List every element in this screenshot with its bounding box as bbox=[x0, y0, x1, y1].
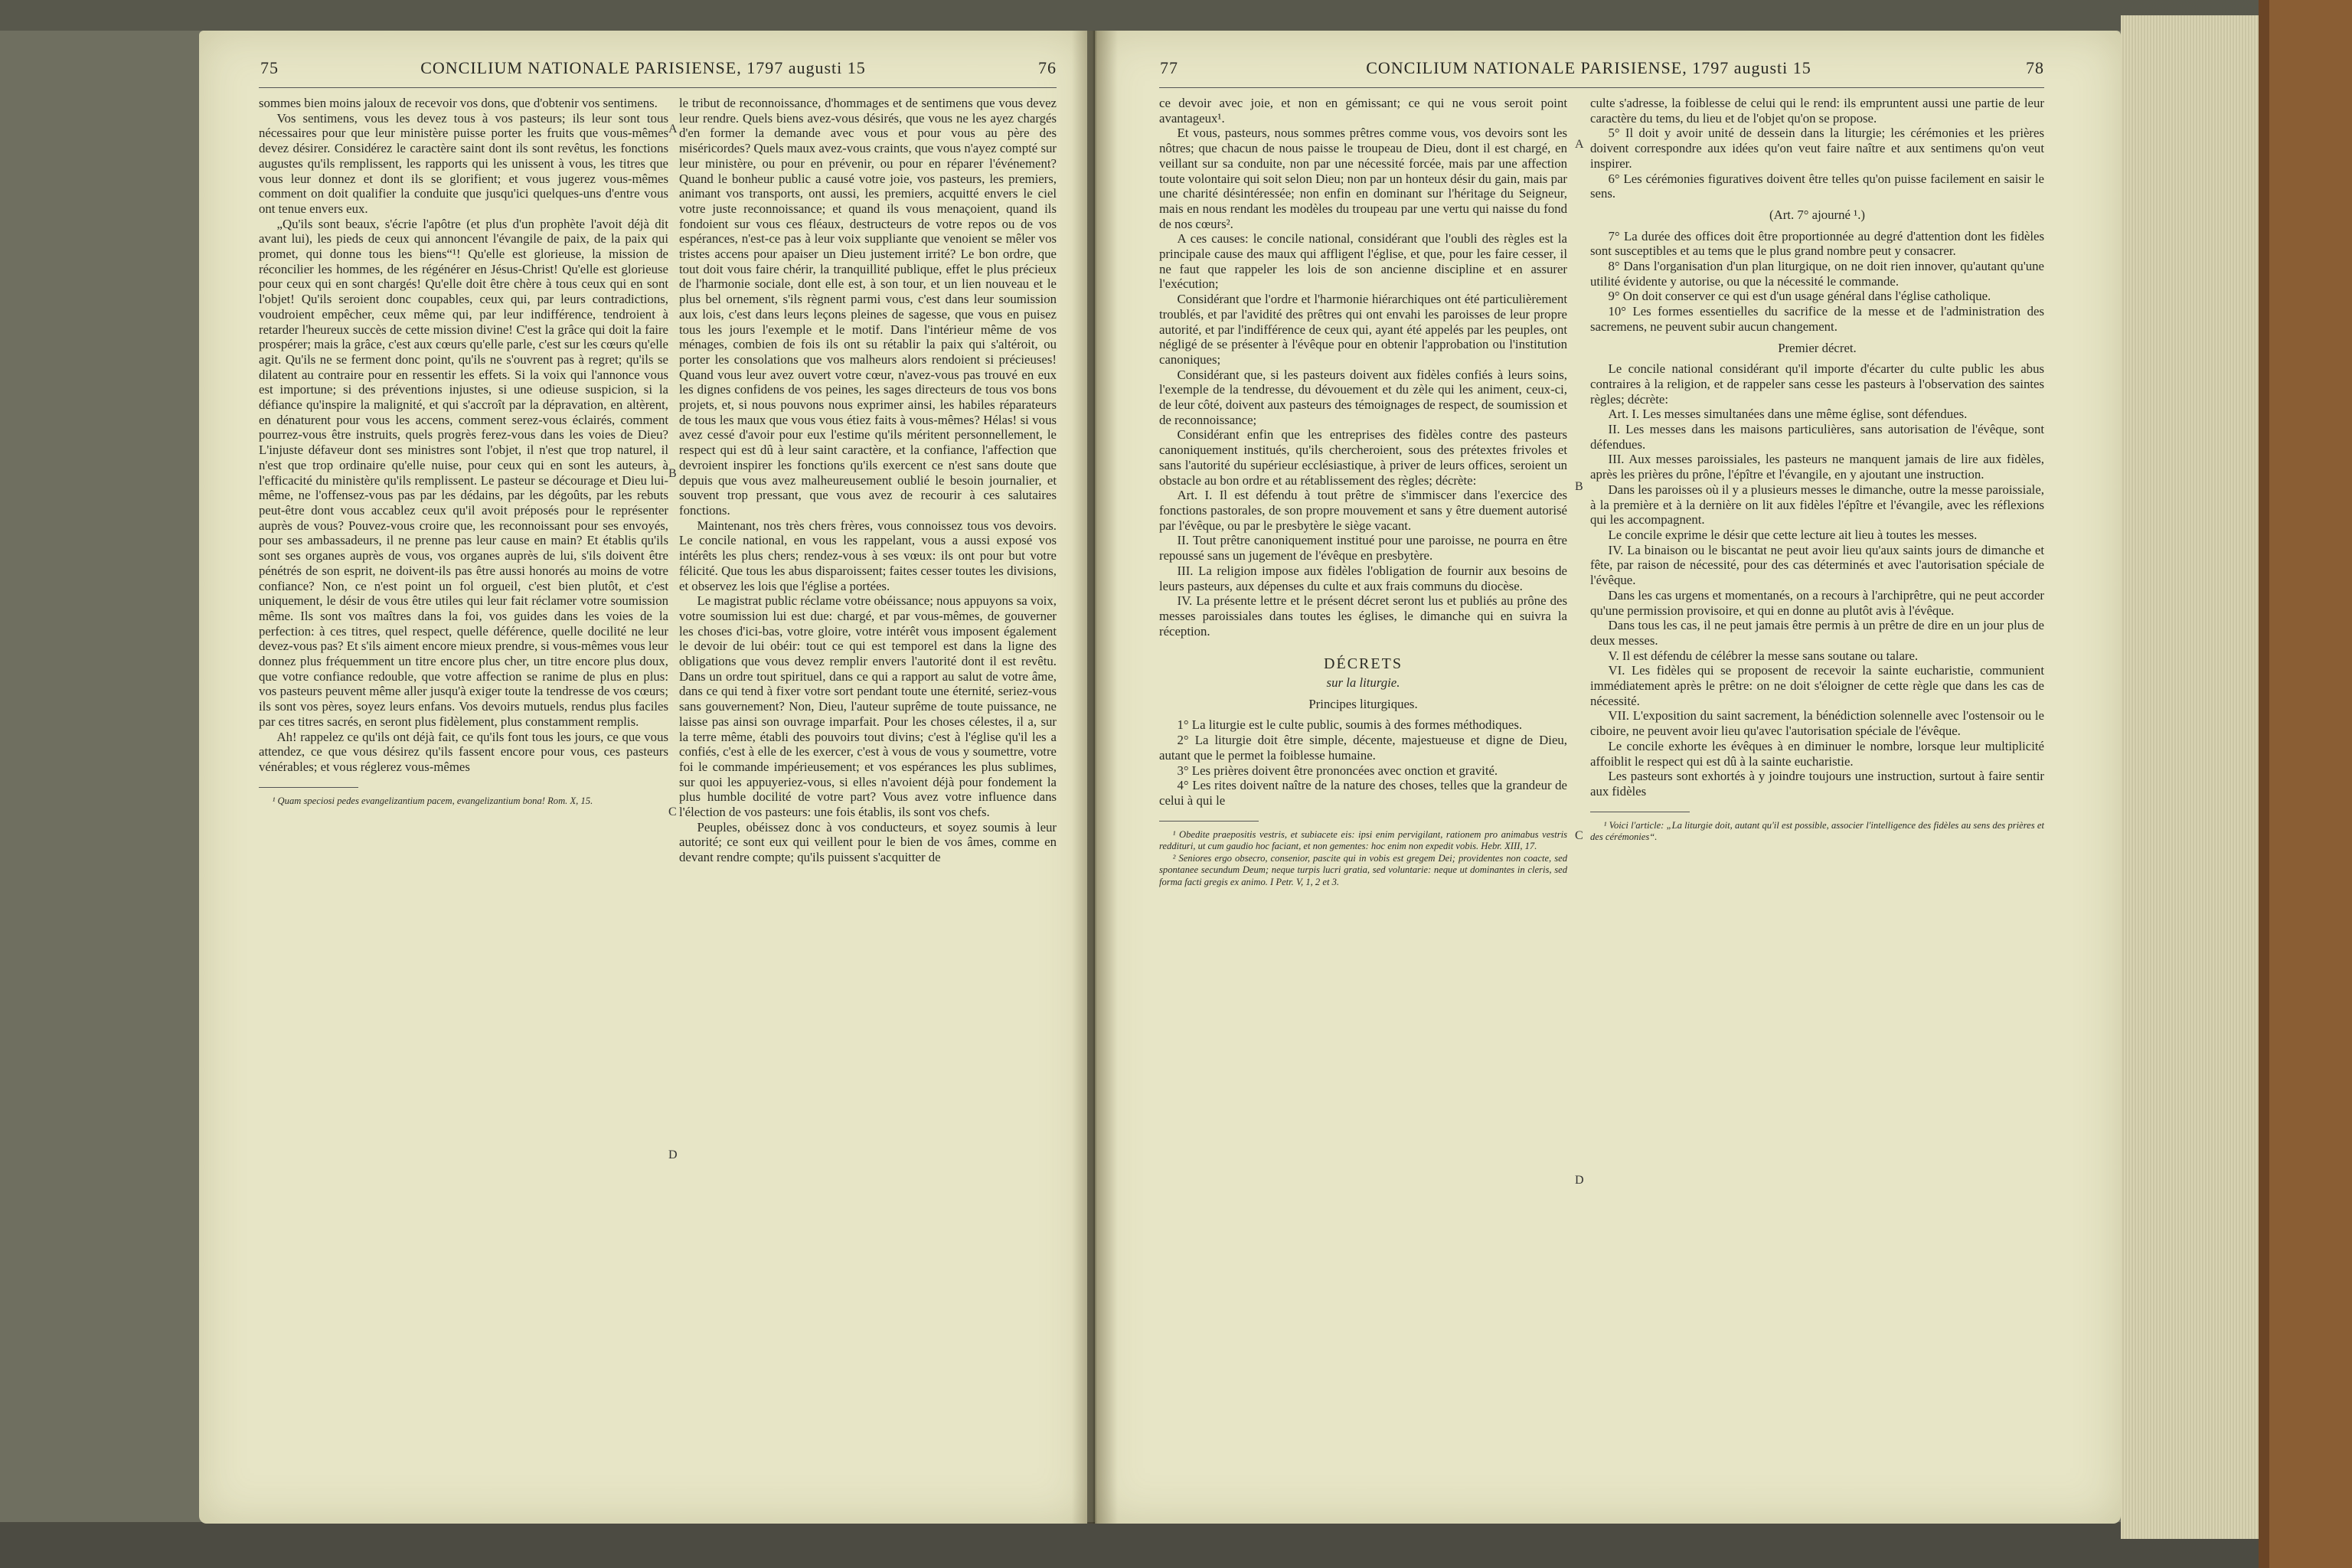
footnote-rule bbox=[259, 787, 358, 788]
subsection-title: Premier décret. bbox=[1778, 340, 1857, 355]
margin-marker: D bbox=[1575, 1174, 1584, 1187]
paragraph: Les pasteurs sont exhortés à y joindre toujours une instruction, surtout à faire sentir aux fidèles bbox=[1590, 769, 2044, 799]
background-top bbox=[0, 0, 2352, 31]
paragraph: 10° Les formes essentielles du sacrifice de la messe et de l'administration des sacremens, ne peuvent subir aucun changement. bbox=[1590, 304, 2044, 334]
paragraph: 1° La liturgie est le culte public, soumis à des formes méthodiques. bbox=[1177, 717, 1523, 733]
book-cover bbox=[2259, 0, 2352, 1568]
section-heading: DÉCRETS bbox=[1324, 655, 1403, 673]
paragraph: Art. I. Les messes simultanées dans une même église, sont défendues. bbox=[1608, 407, 1968, 422]
footnote-rule bbox=[1159, 821, 1259, 822]
page-number: 76 bbox=[1038, 58, 1057, 77]
footnote: ¹ Quam speciosi pedes evangelizantium pacem, evangelizantium bona! Rom. X, 15. bbox=[272, 795, 593, 806]
paragraph: A ces causes: le concile national, considérant que l'oubli des règles est la principale cause des maux qui affligent l'église, et que, pour les faire cesser, il ne faut que rappeler les lois de son ancienne discipline et en assurer l'exécution; bbox=[1159, 231, 1567, 292]
text-column-2 bbox=[679, 96, 1057, 865]
book-gutter bbox=[1072, 31, 1118, 1524]
text-column-1 bbox=[1159, 96, 1567, 888]
paragraph: Ah! rappelez ce qu'ils ont déjà fait, ce qu'ils font tous les jours, ce que vous attendez, ce que vous désirez qu'ils fassent encore pour vous, ces pasteurs vénérables; et vous réglerez vous-mêmes bbox=[259, 729, 668, 774]
paragraph: Et vous, pasteurs, nous sommes prêtres comme vous, vos devoirs sont les nôtres; que chacun de nous paisse le troupeau de Dieu, dont il est chargé, en veillant sur sa conduite, non par une nécessité forcée, mais par une affection toute volontaire qui soit selon Dieu; non par un honteux désir du gain, mais par une charité désintéressée; non enfin en dominant sur l'héritage du Seigneur, mais en nous rendant les modèles du troupeau par une vertu qui naisse du fond de nos cœurs². bbox=[1159, 126, 1567, 231]
page-number: 75 bbox=[260, 58, 279, 77]
subsection-title: Principes liturgiques. bbox=[1308, 696, 1418, 711]
paragraph: Dans les cas urgens et momentanés, on a recours à l'archiprêtre, qui ne peut accorder qu'une permission provisoire, et qui en donne au plutôt avis à l'évêque. bbox=[1590, 587, 2044, 618]
margin-marker: D bbox=[668, 1148, 678, 1161]
paragraph: II. Les messes dans les maisons particulières, sans autorisation de l'évêque, sont défendues. bbox=[1590, 422, 2044, 452]
paragraph: Maintenant, nos très chers frères, vous connoissez tous vos devoirs. Le concile national, en vous les rappelant, vous a aussi exposé vos intérêts les plus chers; rendez-vous à ses vœux: ils ont pour but votre félicité. Que tous les abus disparoissent; faites cesser toutes les divisions, et observez les lois que l'église a portées. bbox=[679, 518, 1057, 593]
paragraph: V. Il est défendu de célébrer la messe sans soutane ou talare. bbox=[1608, 648, 1919, 663]
paragraph: VII. L'exposition du saint sacrement, la bénédiction solennelle avec l'ostensoir ou le ciboire, ne peuvent avoir lieu qu'avec l'autorisation spéciale de l'évêque. bbox=[1590, 708, 2044, 739]
paragraph: Art. I. Il est défendu à tout prêtre de s'immiscer dans l'exercice des fonctions pastorales, de son propre mouvement et sans y être duement autorisé par l'évêque, ou par le presbytère le siège vacant. bbox=[1159, 488, 1567, 533]
running-head-right bbox=[1095, 54, 2121, 81]
paragraph: II. Tout prêtre canoniquement institué pour une paroisse, ne pourra en être repoussé sans un jugement de l'évêque en presbytère. bbox=[1159, 533, 1567, 564]
paragraph: Dans les paroisses où il y a plusieurs messes le dimanche, outre la messe paroissiale, à la première et à la dernière on lit aux fidèles l'épître et l'évangile, avec les réflexions qui les accompagnent. bbox=[1590, 482, 2044, 528]
paragraph: VI. Les fidèles qui se proposent de recevoir la sainte eucharistie, communient immédiatement après le prêtre: on ne doit s'éloigner de cette règle que dans les cas de nécessité. bbox=[1590, 663, 2044, 708]
margin-marker: C bbox=[1575, 829, 1583, 842]
paragraph: III. La religion impose aux fidèles l'obligation de fournir aux besoins de leurs pasteurs, aux dépenses du culte et aux frais communs du diocèse. bbox=[1159, 563, 1567, 593]
footnote: ² Seniores ergo obsecro, consenior, pascite qui in vobis est gregem Dei; providentes non coacte, sed spontanee secundum Deum; neque turpis lucri gratia, sed voluntarie: neque ut dominantes in cleris, sed forma facti gregis ex animo. I Petr. V, 1, 2 et 3. bbox=[1159, 852, 1567, 887]
running-title: CONCILIUM NATIONALE PARISIENSE, 1797 augusti 15 bbox=[1366, 58, 1811, 77]
paragraph: 5° Il doit y avoir unité de dessein dans la liturgie; les cérémonies et les prières doivent correspondre aux idées qu'on veut faire naître et aux sentimens qu'on veut inspirer. bbox=[1590, 126, 2044, 171]
paragraph: Le concile national considérant qu'il importe d'écarter du culte public les abus contraires à la religion, et de rappeler sans cesse les pasteurs à l'observation des saintes règles; décrète: bbox=[1590, 361, 2044, 407]
margin-marker: B bbox=[668, 467, 677, 480]
page-number: 78 bbox=[2026, 58, 2044, 77]
paragraph: 2° La liturgie doit être simple, décente, majestueuse et digne de Dieu, autant que le permet la foiblesse humaine. bbox=[1159, 733, 1567, 763]
section-subheading: sur la liturgie. bbox=[1326, 675, 1400, 691]
left-page bbox=[199, 31, 1087, 1524]
paragraph: (Art. 7° ajourné ¹.) bbox=[1769, 207, 1865, 222]
text-column-1 bbox=[259, 96, 668, 807]
paragraph: Le magistrat public réclame votre obéissance; nous appuyons sa voix, votre soumission lui est due: chargé, et par vous-mêmes, de gouverner les choses d'ici-bas, votre gloire, votre intérêt vous imposent également le devoir de lui obéir: tout ce qui est temporel est dans la ligne des obligations que vous devez remplir envers l'autorité dont il est revêtu. Dans un ordre tout spirituel, dans ce qui a rapport au salut de votre âme, dans ce qui tend à fixer votre sort pendant toute une éternité, seriez-vous sans gouvernement? Non, Dieu, l'auteur suprême de toute puissance, ne laisse pas ainsi son ouvrage imparfait. Pour les choses célestes, il a, sur la terre même, établi des pouvoirs tout divins; c'est à l'église qu'il les a confiés, c'est à elle de les exercer, c'est à vous de vous y soumettre, votre foi le commande impérieusement; et vos espérances les plus sublimes, sur quoi les appuyeriez-vous, si elles n'avoient déjà pour fondement la plus humble docilité de votre part? Vous avez votre influence dans l'élection de vos pasteurs: une fois établis, ils sont vos chefs. bbox=[679, 593, 1057, 820]
paragraph: 9° On doit conserver ce qui est d'un usage général dans l'église catholique. bbox=[1608, 289, 1991, 304]
page-edges bbox=[2121, 15, 2259, 1539]
page-number: 77 bbox=[1160, 58, 1178, 77]
header-rule bbox=[259, 87, 1057, 88]
margin-marker: A bbox=[668, 122, 678, 136]
running-head-left bbox=[199, 54, 1087, 81]
paragraph: III. Aux messes paroissiales, les pasteurs ne manquent jamais de lire aux fidèles, après les prières du prône, l'épître et l'évangile, en y ajoutant une instruction. bbox=[1590, 452, 2044, 482]
paragraph: Considérant enfin que les entreprises des fidèles contre des pasteurs canoniquement institués, qu'ils chercheroient, sous des prétextes frivoles et sans l'autorité du supérieur ecclésiastique, à priver de leurs offices, seroient un obstacle au bon ordre et au rétablissement des règles; décrète: bbox=[1159, 427, 1567, 488]
paragraph: IV. La binaison ou le biscantat ne peut avoir lieu qu'aux saints jours de dimanche et fête, par raison de nécessité, pour des cas déterminés et avec l'autorisation spéciale de l'évêque. bbox=[1590, 542, 2044, 588]
paragraph: Peuples, obéissez donc à vos conducteurs, et soyez soumis à leur autorité; ce sont eux qui veillent pour le bien de vos âmes, comme en devant rendre compte; qu'ils puissent s'acquitter de bbox=[679, 819, 1057, 865]
paragraph: culte s'adresse, la foiblesse de celui qui le rend: ils empruntent aussi une partie de leur caractère du tems, du lieu et de l'objet qu'on se propose. bbox=[1590, 96, 2044, 126]
text-column-2 bbox=[1590, 96, 2044, 844]
paragraph: Le concile exprime le désir que cette lecture ait lieu à toutes les messes. bbox=[1608, 527, 1978, 542]
paragraph: 7° La durée des offices doit être proportionnée au degré d'attention dont les fidèles sont susceptibles et au tems que le plus grand nombre peut y consacrer. bbox=[1590, 228, 2044, 259]
paragraph: 4° Les rites doivent naître de la nature des choses, telles que la grandeur de celui à qui le bbox=[1159, 778, 1567, 808]
right-page bbox=[1095, 31, 2121, 1524]
paragraph: 3° Les prières doivent être prononcées avec onction et gravité. bbox=[1177, 763, 1498, 778]
footnote: ¹ Voici l'article: „La liturgie doit, autant qu'il est possible, associer l'intelligence des fidèles au sens des prières et des cérémonies“. bbox=[1590, 819, 2044, 843]
paragraph: ce devoir avec joie, et non en gémissant; ce qui ne vous seroit point avantageux¹. bbox=[1159, 96, 1567, 126]
paragraph: 8° Dans l'organisation d'un plan liturgique, on ne doit rien innover, qu'autant qu'une utilité évidente y autorise, ou que la nécessité le commande. bbox=[1590, 259, 2044, 289]
paragraph: Le concile exhorte les évêques à en diminuer le nombre, lorsque leur multiplicité affoiblit le respect qui est dû à la sainte eucharistie. bbox=[1590, 738, 2044, 769]
header-rule bbox=[1159, 87, 2044, 88]
paragraph: le tribut de reconnoissance, d'hommages et de sentimens que vous devez leur rendre. Quels biens avez-vous désirés, que vous ne les ayez chargés d'en former la demande avec vous et pour vous au père des miséricordes? Quels maux avez-vous craints, que vous n'ayez compté sur leur ministère, ou pour en prévenir, ou pour en réparer l'événement? Quand le bonheur public a causé votre joie, vos pasteurs, les premiers, animant vos transports, ont aussi, les premiers, acquitté envers le ciel votre juste reconnoissance; et quand ils vous menaçoient, quand ils fondoient sur vous ces fléaux, destructeurs de votre repos ou de vos espérances, n'est-ce pas à leur voix suppliante que venoient se mêler vos tristes accens pour apaiser un Dieu justement irrité? Le bon ordre, que tout doit vous faire chérir, la tranquillité publique, effet le plus précieux de l'harmonie sociale, dont elle est, à son tour, et un lien nouveau et le plus bel ornement, s'ils règnent parmi vous, c'est dans leur soumission aux lois, c'est dans leurs leçons pleines de sagesse, que vous en puisez tous les jours l'exemple et le motif. Dans l'intérieur même de vos ménages, combien de fois ils ont su rétablir la paix qui s'altéroit, ou porter les consolations que vos malheurs alors rendoient si précieuses! Quand vous leur avez ouvert votre cœur, n'avez-vous pas trouvé en eux les dignes confidens de vos peines, les sages directeurs de tous vos bons projets, et, si nous pouvons nous exprimer ainsi, les habiles réparateurs de tous les maux que vous vous étiez faits à vous-mêmes? Hélas! si vous avez cessé d'avoir pour eux l'estime qu'ils méritent personnellement, le respect qui est dû à leur saint caractère, et la confiance, l'affection que devroient inspirer les fonctions qu'ils exercent ce n'est sans doute que depuis que vous avez malheureusement oublié le besoin journalier, et souvent trop pressant, que vous avez de recourir à ces salutaires fonctions. bbox=[679, 96, 1057, 518]
paragraph: Considérant que l'ordre et l'harmonie hiérarchiques ont été particulièrement troublés, et par l'avidité des prêtres qui ont envahi les paroisses de leur propre autorité, et par l'indifférence de ceux qui, ayant été appelés par les peuples, ont négligé de se présenter à l'évêque pour en obtenir l'approbation ou l'institution canoniques; bbox=[1159, 292, 1567, 367]
paragraph: sommes bien moins jaloux de recevoir vos dons, que d'obtenir vos sentimens. bbox=[259, 96, 658, 110]
running-title: CONCILIUM NATIONALE PARISIENSE, 1797 augusti 15 bbox=[420, 58, 866, 77]
margin-marker: B bbox=[1575, 480, 1583, 493]
paragraph: Considérant que, si les pasteurs doivent aux fidèles confiés à leurs soins, l'exemple de la tendresse, du dévouement et du zèle qui les animent, ceux-ci, de leur côté, doivent aux pasteurs des témoignages de respect, de soumission et de reconnoissance; bbox=[1159, 367, 1567, 427]
paragraph: Vos sentimens, vous les devez tous à vos pasteurs; ils leur sont tous nécessaires pour que leur ministère puisse porter les fruits que vous-mêmes devez désirer. Considérez le caractère saint dont ils sont revêtus, les fonctions augustes qu'ils remplissent, les rapports qui les unissent à vous, les titres que vous leur donnez et dont ils se glorifient; et vous jugerez vous-mêmes comment on doit qualifier la conduite que jusqu'ici quelques-uns d'entre vous ont tenue envers eux. bbox=[259, 110, 668, 216]
book-cover-edge bbox=[2259, 0, 2269, 1568]
paragraph: Dans tous les cas, il ne peut jamais être permis à un prêtre de dire en un jour plus de deux messes. bbox=[1590, 618, 2044, 648]
margin-marker: C bbox=[668, 805, 677, 818]
background-bottom bbox=[0, 1522, 2352, 1568]
paragraph: IV. La présente lettre et le présent décret seront lus et publiés au prône des messes paroissiales dans toutes les églises, le dimanche qui en suivra la réception. bbox=[1159, 593, 1567, 639]
paragraph: 6° Les cérémonies figuratives doivent être telles qu'on puisse facilement en saisir le sens. bbox=[1590, 171, 2044, 201]
margin-marker: A bbox=[1575, 138, 1584, 151]
paragraph: „Qu'ils sont beaux, s'écrie l'apôtre (et plus d'un prophète l'avoit déjà dit avant lui), les pieds de ceux qui annoncent l'évangile de paix, de la paix qui promet, qui donne tous les biens“¹! Qu'elle est glorieuse, la mission de réconcilier les hommes, de les régénérer en Jésus-Christ! Qu'elle est glorieuse pour ceux qui en sont chargés! Qu'elle doit être chère à tous ceux qui en sont l'objet! Qu'ils seroient donc coupables, ceux qui, par leurs contradictions, voudroient empêcher, ceux même qui, par leur indifférence, tendroient à retarder l'heureux succès de cette mission divine! C'est la grâce qui doit la faire prospérer; mais la grâce, c'est aux cœurs qu'elle parle, c'est sur les cœurs qu'elle agit. Qu'ils ne se ferment donc point, qu'ils ne s'ouvrent pas à regret; qu'ils se dilatent au contraire pour en ressentir les effets. Si la voix qui l'annonce vous est importune; si des préventions injustes, si une odieuse suspicion, si la défiance qu'inspire la malignité, et qui s'accroît par la dépravation, en altèrent, en dénaturent pour vous les accens, comment serez-vous éclairés, comment pourrez-vous être instruits, quels progrès ferez-vous dans les voies de Dieu? L'injuste défaveur dont ses ministres sont l'objet, il n'est que trop naturel, il n'est que trop ordinaire qu'elle nuise, pour ceux qui en sont les auteurs, à l'efficacité du ministère qu'ils remplissent. Le pasteur se décourage et Dieu lui-même, ne l'offensez-vous pas par les dédains, par les dégoûts, par les rebuts peut-être dont vous accablez ceux qu'il avoit préposés pour le représenter auprès de vous? Pouvez-vous croire que, les reconnoissant pour ses envoyés, pour ses ambassadeurs, il ne prenne pas leur cause en main? Et établis qu'ils sont ses organes auprès de vous, vos organes auprès de lui, s'ils doivent être pénétrés de son esprit, ne doivent-ils pas être aussi honorés au moins de votre confiance? Non, ce n'est point un fol orgueil, c'est bien plutôt, et c'est uniquement, le désir de vous être utiles qui leur fait réclamer votre soumission même. Ils sont vos maîtres dans la foi, vos guides dans les voies de la perfection: à ces titres, quel respect, quelle déférence, quelle docilité ne leur devez-vous pas? Et s'ils aiment encore mieux prendre, si vous-mêmes vous leur donnez plus fréquemment un titre encore plus cher, un titre encore plus doux, que votre confiance redouble, que votre affection se ranime de plus en plus: vos pasteurs peuvent même aller jusqu'à exiger toute la tendresse de vos cœurs; ils sont vos pères, soyez leurs enfans. Vos devoirs mutuels, rendus plus faciles par ces titres sacrés, en seront plus fidèlement, plus constamment remplis. bbox=[259, 216, 668, 729]
footnote: ¹ Obedite praepositis vestris, et subiacete eis: ipsi enim pervigilant, rationem pro animabus vestris reddituri, ut cum gaudio hoc faciant, et non gementes: hoc enim non expedit vobis. Hebr. XIII, 17. bbox=[1159, 828, 1567, 852]
